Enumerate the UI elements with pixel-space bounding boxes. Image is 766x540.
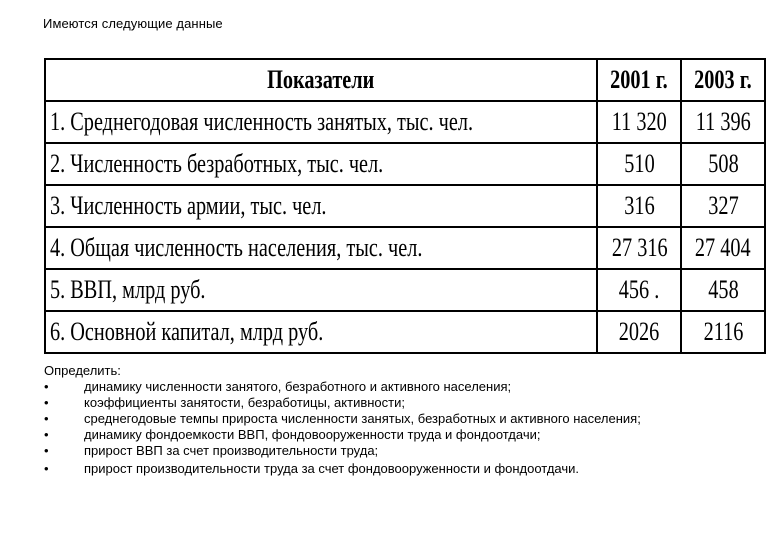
header-indicators: Показатели (45, 59, 597, 101)
list-item-text: динамику фондоемкости ВВП, фондовооруженности труда и фондоотдачи; (84, 427, 541, 442)
table-row (45, 227, 765, 269)
list-item (44, 443, 704, 459)
list-item-text: среднегодовые темпы прироста численности занятых, безработных и активного населения; (84, 411, 641, 426)
value-2003: 508 (681, 143, 765, 185)
table-row (45, 269, 765, 311)
value-2001: 27 316 (597, 227, 681, 269)
list-item (44, 427, 704, 443)
list-item (44, 461, 704, 477)
value-2001: 456 . (597, 269, 681, 311)
value-2003: 327 (681, 185, 765, 227)
row-label: 1. Среднегодовая численность занятых, тыс. чел. (45, 101, 597, 143)
value-2003: 2116 (681, 311, 765, 353)
task-title: Определить: (44, 363, 121, 378)
value-2003: 11 396 (681, 101, 765, 143)
bullet-icon: • (44, 461, 49, 476)
row-label: 3. Численность армии, тыс. чел. (45, 185, 597, 227)
list-item (44, 379, 704, 395)
value-2001: 316 (597, 185, 681, 227)
row-label: 5. ВВП, млрд руб. (45, 269, 597, 311)
list-item-text: прирост ВВП за счет производительности труда; (84, 443, 379, 458)
bullet-icon: • (44, 379, 49, 394)
row-label: 4. Общая численность населения, тыс. чел. (45, 227, 597, 269)
bullet-icon: • (44, 443, 49, 458)
value-2001: 510 (597, 143, 681, 185)
task-list (44, 379, 704, 477)
bullet-icon: • (44, 411, 49, 426)
list-item-text: коэффициенты занятости, безработицы, активности; (84, 395, 405, 410)
bullet-icon: • (44, 427, 49, 442)
row-label: 6. Основной капитал, млрд руб. (45, 311, 597, 353)
list-item (44, 411, 704, 427)
table-row (45, 185, 765, 227)
header-2003: 2003 г. (681, 59, 765, 101)
row-label: 2. Численность безработных, тыс. чел. (45, 143, 597, 185)
table-header-row (45, 59, 765, 101)
list-item-text: прирост производительности труда за счет фондовооруженности и фондоотдачи. (84, 461, 580, 476)
bullet-icon: • (44, 395, 49, 410)
value-2003: 458 (681, 269, 765, 311)
value-2001: 2026 (597, 311, 681, 353)
header-2001: 2001 г. (597, 59, 681, 101)
data-table (44, 58, 753, 354)
value-2003: 27 404 (681, 227, 765, 269)
page-heading: Имеются следующие данные (43, 16, 223, 31)
list-item-text: динамику численности занятого, безработного и активного населения; (84, 379, 512, 394)
table-row (45, 311, 765, 353)
task-section (44, 363, 704, 477)
table-row (45, 143, 765, 185)
list-item (44, 395, 704, 411)
value-2001: 11 320 (597, 101, 681, 143)
table-row (45, 101, 765, 143)
